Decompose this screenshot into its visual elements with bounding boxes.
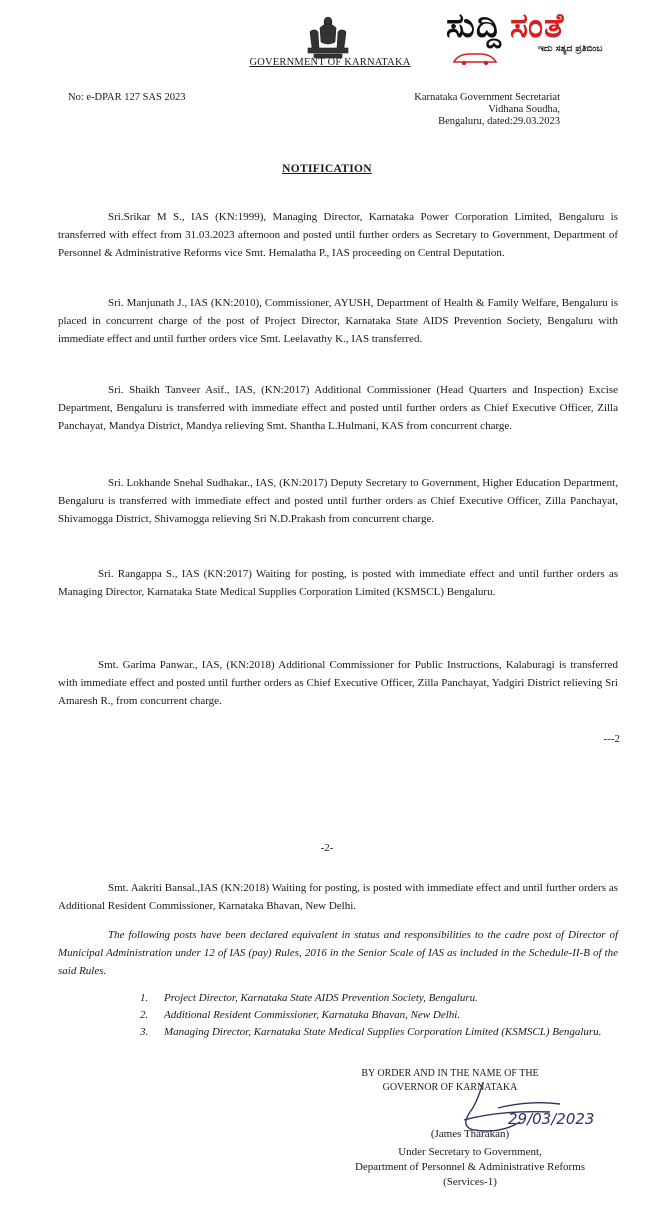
list-number: 3. bbox=[140, 1026, 149, 1038]
paragraph-4: Sri. Lokhande Snehal Sudhakar., IAS, (KN:2017) Deputy Secretary to Government, Higher Education Department, Bengaluru is transferred with immediate effect and posted until further orders as Chief Executive Officer, Zilla Panchayat, Shivamogga District, Shivamogga relieving Sri N.D.Prakash from concurrent charge. bbox=[58, 477, 618, 525]
list-number: 2. bbox=[140, 1009, 149, 1021]
address-line: Karnataka Government Secretariat bbox=[414, 92, 560, 103]
brand-main-2: ಸಂತೆ bbox=[509, 6, 565, 46]
signatory-line: (Services-1) bbox=[443, 1176, 497, 1188]
equivalence-paragraph: The following posts have been declared equivalent in status and responsibilities to the cadre post of Director of Municipal Administration under 12 of IAS (pay) Rules, 2016 in the Senior Scale of IAS as included in the Schedule-II-B of the said Rules. bbox=[58, 929, 618, 977]
posts-list bbox=[140, 990, 618, 1041]
paragraph-5: Sri. Rangappa S., IAS (KN:2017) Waiting for posting, is posted with immediate effect and until further orders as Managing Director, Karnataka State Medical Supplies Corporation Limited (KSMSCL) Bengaluru. bbox=[58, 568, 618, 598]
address-block bbox=[360, 92, 560, 128]
car-icon bbox=[452, 50, 498, 66]
paragraph-2: Sri. Manjunath J., IAS (KN:2010), Commissioner, AYUSH, Department of Health & Family Welfare, Bengaluru is placed in concurrent charge of the post of Project Director, Karnataka State AIDS Prevention Society, Bengaluru with immediate effect and until further orders vice Smt. Leelavathy K., IAS transferred. bbox=[58, 297, 618, 345]
paragraph-7: Smt. Aakriti Bansal.,IAS (KN:2018) Waiting for posting, is posted with immediate effect and until further orders as Additional Resident Commissioner, Karnataka Bhavan, New Delhi. bbox=[58, 882, 618, 912]
order-line: BY ORDER AND IN THE NAME OF THE bbox=[361, 1068, 539, 1079]
karnataka-emblem-icon bbox=[302, 14, 354, 62]
list-number: 1. bbox=[140, 992, 149, 1004]
list-text: Managing Director, Karnataka State Medical Supplies Corporation Limited (KSMSCL) Bengaluru. bbox=[164, 1026, 602, 1038]
paragraph-6: Smt. Garima Panwar., IAS, (KN:2018) Additional Commissioner for Public Instructions, Kalaburagi is transferred with immediate effect and posted until further orders as Chief Executive Officer, Zilla Panchayat, Yadgiri District relieving Sri Amaresh R., from concurrent charge. bbox=[58, 659, 618, 707]
list-text: Project Director, Karnataka State AIDS Prevention Society, Bengaluru. bbox=[164, 992, 478, 1004]
signatory-name: (James Tharakan) bbox=[430, 1128, 510, 1140]
address-line: Bengaluru, dated:29.03.2023 bbox=[438, 116, 560, 127]
signatory-block bbox=[320, 1145, 620, 1190]
brand-main-1: ಸುದ್ದಿ bbox=[446, 6, 502, 46]
list-item bbox=[140, 1007, 618, 1024]
notification-title: NOTIFICATION bbox=[282, 163, 372, 175]
list-item bbox=[140, 990, 618, 1007]
address-line: Vidhana Soudha, bbox=[488, 104, 560, 115]
reference-number: No: e-DPAR 127 SAS 2023 bbox=[68, 92, 186, 103]
continued-marker: ---2 bbox=[603, 733, 620, 745]
list-item bbox=[140, 1024, 618, 1041]
page-number: -2- bbox=[320, 842, 334, 854]
signatory-line: Under Secretary to Government, bbox=[398, 1146, 542, 1158]
order-line: GOVERNOR OF KARNATAKA bbox=[382, 1082, 518, 1093]
signature-date: 29/03/2023 bbox=[508, 1110, 595, 1128]
paragraph-3: Sri. Shaikh Tanveer Asif., IAS, (KN:2017) Additional Commissioner (Head Quarters and Inspection) Excise Department, Bengaluru is transferred with immediate effect and posted until further orders as Chief Executive Officer, Zilla Panchayat, Mandya District, Mandya relieving Smt. Shantha L.Hulmani, KAS from concurrent charge. bbox=[58, 384, 618, 432]
government-heading: GOVERNMENT OF KARNATAKA bbox=[249, 57, 411, 68]
signatory-line: Department of Personnel & Administrative Reforms bbox=[354, 1161, 586, 1173]
brand-tagline: ಇದು ಸತ್ಯದ ಪ್ರತಿಬಿಂಬ bbox=[538, 44, 603, 54]
list-text: Additional Resident Commissioner, Karnataka Bhavan, New Delhi. bbox=[164, 1009, 461, 1021]
paragraph-1: Sri.Srikar M S., IAS (KN:1999), Managing Director, Karnataka Power Corporation Limited, Bengaluru is transferred with effect from 31.03.2023 afternoon and posted until further orders as Secretary to Government, Department of Personnel & Administrative Reforms vice Smt. Hemalatha P., IAS proceeding on Central Deputation. bbox=[58, 211, 618, 259]
